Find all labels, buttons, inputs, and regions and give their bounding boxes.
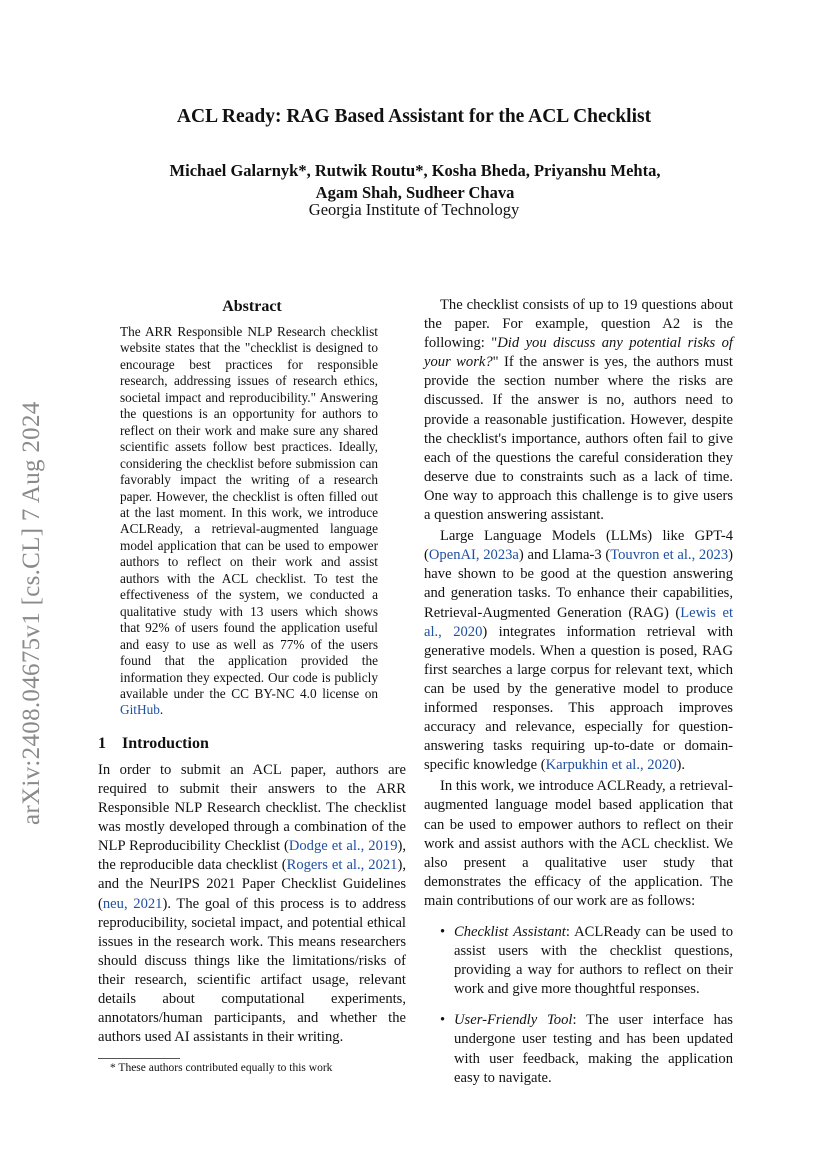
- right-column: [424, 296, 733, 1100]
- section-title: Introduction: [122, 734, 209, 752]
- right-paragraph-2: [424, 527, 733, 775]
- footnote: * These authors contributed equally to this work: [110, 1062, 333, 1074]
- affiliation: Georgia Institute of Technology: [308, 200, 520, 219]
- contribution-text: : The user interface has undergone user testing and has been updated with user feedback, making the application easy to navigate.: [454, 1012, 733, 1086]
- bullet-icon: •: [440, 1012, 446, 1029]
- list-item: [438, 1011, 733, 1087]
- abstract-body: The ARR Responsible NLP Research checklist website states that the "checklist is designed to encourage best practices for responsible research, addressing issues of research ethics, societal impact and reproducibility." Answering the questions is an opportunity for authors to reflect on their work and make sure any shared scientific assets follow best practices. Ideally, considering the checklist before submission can favorably impact the writing of a research paper. However, the checklist is often filled out at the last moment. In this work, we introduce ACLReady, a retrieval-augmented language model application that can be used to empower authors to reflect on their work and assist authors with the ACL checklist. To test the effectiveness of the system, we conducted a qualitative study with 13 users which shows that 92% of users found the application useful and easy to use as well as 77% of the users found that the application provided the information they expected. Our code is publicly available under the CC BY-NC 4.0 license on: [120, 324, 378, 701]
- citation-touvron[interactable]: Touvron et al., 2023: [610, 547, 729, 564]
- contribution-list: [424, 923, 733, 1088]
- citation-openai[interactable]: OpenAI, 2023a: [428, 547, 519, 564]
- abstract-heading: Abstract: [222, 298, 282, 315]
- author-line-1: Michael Galarnyk*, Rutwik Routu*, Kosha Bheda, Priyanshu Mehta,: [169, 161, 661, 180]
- intro-paragraph-1: [98, 761, 406, 1047]
- text-run: ). The goal of this process is to address reproducibility, societal impact, and potential ethical issues in the research work. This means researchers should discuss things like the limitations/risks of their research, scientific artifact usage, relevant details about computational experiments, annotators/human participants, and whether the authors used AI assistants in their writing.: [98, 895, 406, 1046]
- text-run: In order to submit an ACL paper, authors are required to submit their answers to the ARR Responsible NLP Research checklist. The checklist was mostly developed through a combination of the NLP Reproducibility Checklist (: [98, 761, 406, 855]
- citation-lewis[interactable]: Lewis et al., 2020: [424, 604, 733, 640]
- left-column: [98, 296, 406, 1047]
- contribution-term: User-Friendly Tool: [454, 1012, 573, 1029]
- right-paragraph-3: In this work, we introduce ACLReady, a retrieval-augmented language model based application that can be used to empower authors to reflect on their work and assist authors with the ACL checklist. We also present a qualitative user study that demonstrates the efficacy of the application. The main contributions of our work are as follows:: [424, 778, 733, 909]
- author-list: [120, 160, 710, 204]
- section-heading-introduction: [98, 733, 406, 755]
- contribution-text: : ACLReady can be used to assist users with the checklist questions, providing a way for authors to reflect on their work and give more thoughtful responses.: [454, 924, 734, 998]
- citation-rogers[interactable]: Rogers et al., 2021: [286, 857, 398, 874]
- abstract-end: .: [159, 702, 164, 718]
- citation-neu[interactable]: neu, 2021: [102, 895, 163, 912]
- author-line-2: Agam Shah, Sudheer Chava: [315, 183, 515, 202]
- text-run: ) have shown to be good at the question answering and generation tasks. To enhance their capabilities, Retrieval-Augmented Generation (RAG) (: [424, 547, 733, 621]
- arxiv-identifier: arXiv:2408.04675v1 [cs.CL] 7 Aug 2024: [18, 401, 45, 825]
- bullet-icon: •: [440, 924, 446, 940]
- section-number: 1: [98, 734, 106, 752]
- text-run: ).: [676, 757, 686, 774]
- contribution-term: Checklist Assistant: [454, 924, 566, 940]
- list-item: [438, 923, 733, 999]
- text-run: The checklist consists of up to 19 questions about the paper. For example, question A2 is the following: ": [424, 297, 733, 352]
- text-run: ), the reproducible data checklist (: [98, 838, 407, 874]
- citation-dodge[interactable]: Dodge et al., 2019: [288, 838, 398, 855]
- question-quote: Did you discuss any potential risks of your work?: [424, 335, 733, 371]
- text-run: ), and the NeurIPS 2021 Paper Checklist Guidelines (: [98, 857, 406, 912]
- text-run: Large Language Models (LLMs) like GPT-4 (: [424, 528, 733, 564]
- text-run: " If the answer is yes, the authors must provide the section number where the risks are discussed. If the answer is no, authors need to provide a reasonable justification. However, despite the checklist's importance, authors often fail to give each of the questions the careful consideration they deserve due to constraints such as a lack of time. One way to approach this challenge is to give users a question answering assistant.: [424, 354, 733, 524]
- github-link[interactable]: GitHub: [120, 702, 160, 718]
- text-run: ) integrates information retrieval with generative models. When a question is posed, RAG first searches a large corpus for relevant text, which can be used by the generative model to produce informed responses. This approach improves accuracy and relevance, especially for question-answering tasks requiring up-to-date or domain-specific knowledge (: [424, 623, 733, 774]
- citation-karpukhin[interactable]: Karpukhin et al., 2020: [545, 757, 677, 774]
- paper-title: ACL Ready: RAG Based Assistant for the ACL Checklist: [176, 106, 652, 127]
- footnote-rule: [98, 1058, 180, 1059]
- right-paragraph-1: [424, 296, 733, 525]
- abstract-text: [120, 324, 378, 719]
- text-run: ) and Llama-3 (: [518, 547, 611, 564]
